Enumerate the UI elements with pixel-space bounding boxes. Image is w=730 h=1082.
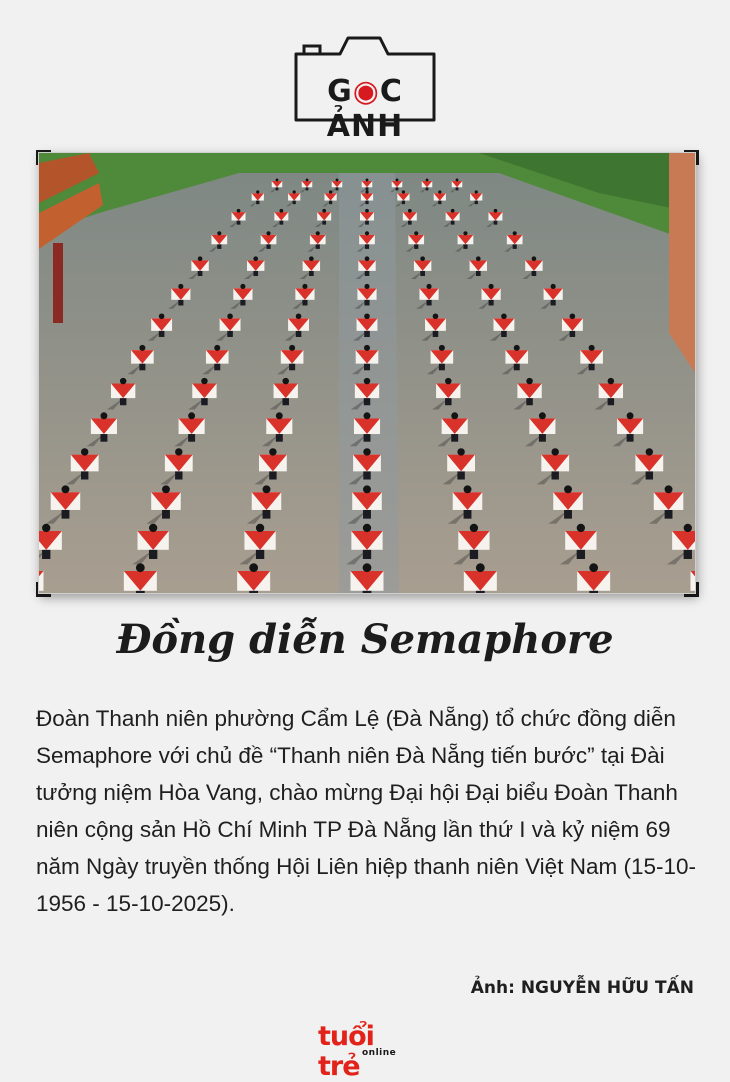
photo-credit (471, 978, 694, 998)
brand-sub: online (362, 1048, 397, 1058)
photo-illustration (39, 153, 695, 593)
goc-anh-logo (292, 32, 438, 144)
semaphore-photo (38, 152, 696, 594)
logo-text-right: C ẢNH (326, 74, 404, 144)
logo-wordmark (292, 74, 438, 144)
article-body: Đoàn Thanh niên phường Cẩm Lệ (Đà Nẵng) tổ chức đồng diễn Semaphore với chủ đề “Thanh niên Đà Nẵng tiến bước” tại Đài tưởng niệm Hòa Vang, chào mừng Đại hội Đại biểu Đoàn Thanh niên cộng sản Hồ Chí Minh TP Đà Nẵng lần thứ I và kỷ niệm 69 năm Ngày truyền thống Hội Liên hiệp thanh niên Việt Nam (15-10-1956 - 15-10-2025). (36, 706, 696, 916)
photo-title: Đồng diễn Semaphore (116, 616, 614, 663)
aperture-icon: ◉ (352, 74, 380, 109)
brand-main: tuổi trẻ (318, 1021, 374, 1082)
logo-text-left: G (327, 74, 353, 109)
credit-name: NGUYỄN HỮU TẤN (520, 978, 694, 998)
tuoitre-logo[interactable] (318, 1021, 414, 1082)
credit-label: Ảnh: (470, 978, 515, 998)
